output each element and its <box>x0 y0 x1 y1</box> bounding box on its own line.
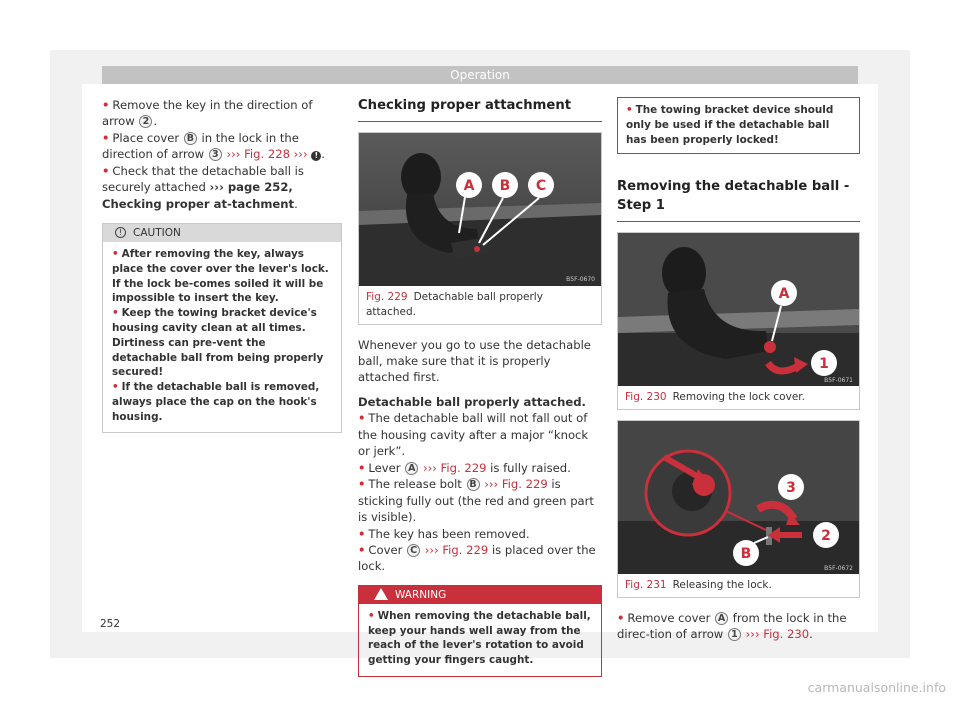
warning-triangle-icon <box>374 588 388 600</box>
bullet-icon: • <box>368 609 375 622</box>
warning-body <box>359 604 601 676</box>
page-number: 252 <box>100 618 121 630</box>
callout-2: 2 <box>821 527 831 544</box>
figure-caption: Fig. 229 Detachable ball properly attached. <box>366 290 543 318</box>
list-item: • Remove the key in the direction of arrow 2 . <box>102 98 313 129</box>
caution-box <box>102 223 342 433</box>
list-item: • Place cover B in the lock in the direction of arrow 3 ››› Fig. 228 ››› ! . <box>102 130 325 162</box>
callout-1: 1 <box>819 355 829 372</box>
lock-cover-illustration <box>618 233 859 386</box>
figure-231 <box>617 420 860 598</box>
callout-a: A <box>778 285 790 302</box>
subheading: Detachable ball properly attached. <box>358 394 586 409</box>
bullet-icon: • <box>102 98 110 112</box>
callout-c: C <box>535 177 547 194</box>
bullet-icon: • <box>358 542 366 557</box>
caution-title-bar: ! CAUTION <box>103 224 341 242</box>
list-item: • Keep the towing bracket device's housing cavity clean at all times. Dirtiness can pre-vent the detachable ball from being properly secured! <box>112 307 324 379</box>
release-lock-illustration <box>618 421 859 574</box>
figure-code: B5F-0670 <box>566 275 595 283</box>
bullet-icon: • <box>358 411 366 426</box>
caution-body <box>103 242 341 432</box>
marker-2: 2 <box>139 115 152 128</box>
page-link[interactable]: ››› page 252, Checking proper at-tachment <box>102 180 295 211</box>
section-heading: Removing the detachable ball - Step 1 <box>617 178 860 221</box>
section-header: Operation <box>102 66 858 84</box>
marker-c: C <box>407 544 420 557</box>
column-right <box>617 97 860 642</box>
bullet-icon: • <box>112 381 119 394</box>
notice-box <box>617 97 860 154</box>
marker-b: B <box>467 478 480 491</box>
bullet-icon: • <box>358 460 366 475</box>
info-icon[interactable]: ! <box>311 151 321 161</box>
section-heading: Checking proper attachment <box>358 97 602 122</box>
bullet-icon: • <box>112 307 119 320</box>
list-item: • When removing the detachable ball, keep your hands well away from the reach of the lever's rotation to avoid getting your fingers caught. <box>368 609 591 667</box>
list-item: • Lever A ››› Fig. 229 is fully raised. <box>358 460 571 475</box>
marker-b: B <box>184 132 197 145</box>
callout-a: A <box>463 177 475 194</box>
marker-3: 3 <box>209 148 222 161</box>
callout-b: B <box>740 545 752 562</box>
list-item: • After removing the key, always place the cover over the lever's lock. If the lock be-comes soiled it will be impossible to insert the key. <box>112 248 329 305</box>
figure-caption: Fig. 231 Releasing the lock. <box>625 578 772 591</box>
bullet-icon: • <box>102 130 110 145</box>
list-item: • Check that the detachable ball is securely attached ››› page 252, Checking proper at-tachment. <box>102 163 304 211</box>
bullet-icon: • <box>358 477 366 492</box>
list-item: • The detachable ball will not fall out of the housing cavity after a major “knock or jerk”. <box>358 411 589 459</box>
figure-link[interactable]: ››› Fig. 228 ››› <box>226 147 308 162</box>
figure-link[interactable]: ››› Fig. 230 <box>745 627 810 642</box>
towbar-illustration <box>359 133 601 286</box>
column-middle <box>358 97 602 677</box>
figure-229 <box>358 132 602 325</box>
marker-1: 1 <box>728 628 741 641</box>
list-item: • The release bolt B ››› Fig. 229 is sticking fully out (the red and green part is visible). <box>358 477 594 525</box>
list-item: • The towing bracket device should only be used if the detachable ball has been properly locked! <box>626 104 834 146</box>
caution-icon: ! <box>115 227 126 238</box>
callout-3: 3 <box>786 479 796 496</box>
intro-paragraph: Whenever you go to use the detachable ball, make sure that it is properly attached first. <box>358 337 591 385</box>
watermark: carmanualsonline.info <box>807 680 946 695</box>
warning-title-bar: WARNING <box>359 586 601 604</box>
bullet-icon: • <box>358 526 366 541</box>
figure-caption: Fig. 230 Removing the lock cover. <box>625 390 805 403</box>
figure-link[interactable]: ››› Fig. 229 <box>424 542 489 557</box>
column-left <box>102 97 342 433</box>
figure-code: B5F-0672 <box>824 564 853 572</box>
marker-a: A <box>715 612 728 625</box>
figure-link[interactable]: ››› Fig. 229 <box>484 477 548 492</box>
list-item: • If the detachable ball is removed, always place the cap on the hook's housing. <box>112 381 320 423</box>
bullet-icon: • <box>112 248 119 261</box>
bullet-icon: • <box>626 104 633 116</box>
callout-b: B <box>499 177 511 194</box>
figure-230 <box>617 232 860 410</box>
bullet-icon: • <box>617 610 625 625</box>
list-item: • The key has been removed. <box>358 526 530 541</box>
list-item: • Cover C ››› Fig. 229 is placed over the lock. <box>358 542 596 574</box>
bullet-icon: • <box>102 163 110 178</box>
figure-code: B5F-0671 <box>824 376 853 384</box>
marker-a: A <box>405 462 418 475</box>
list-item: • Remove cover A from the lock in the direc-tion of arrow 1 ››› Fig. 230. <box>617 610 847 642</box>
warning-box <box>358 585 602 677</box>
figure-link[interactable]: ››› Fig. 229 <box>422 460 487 475</box>
